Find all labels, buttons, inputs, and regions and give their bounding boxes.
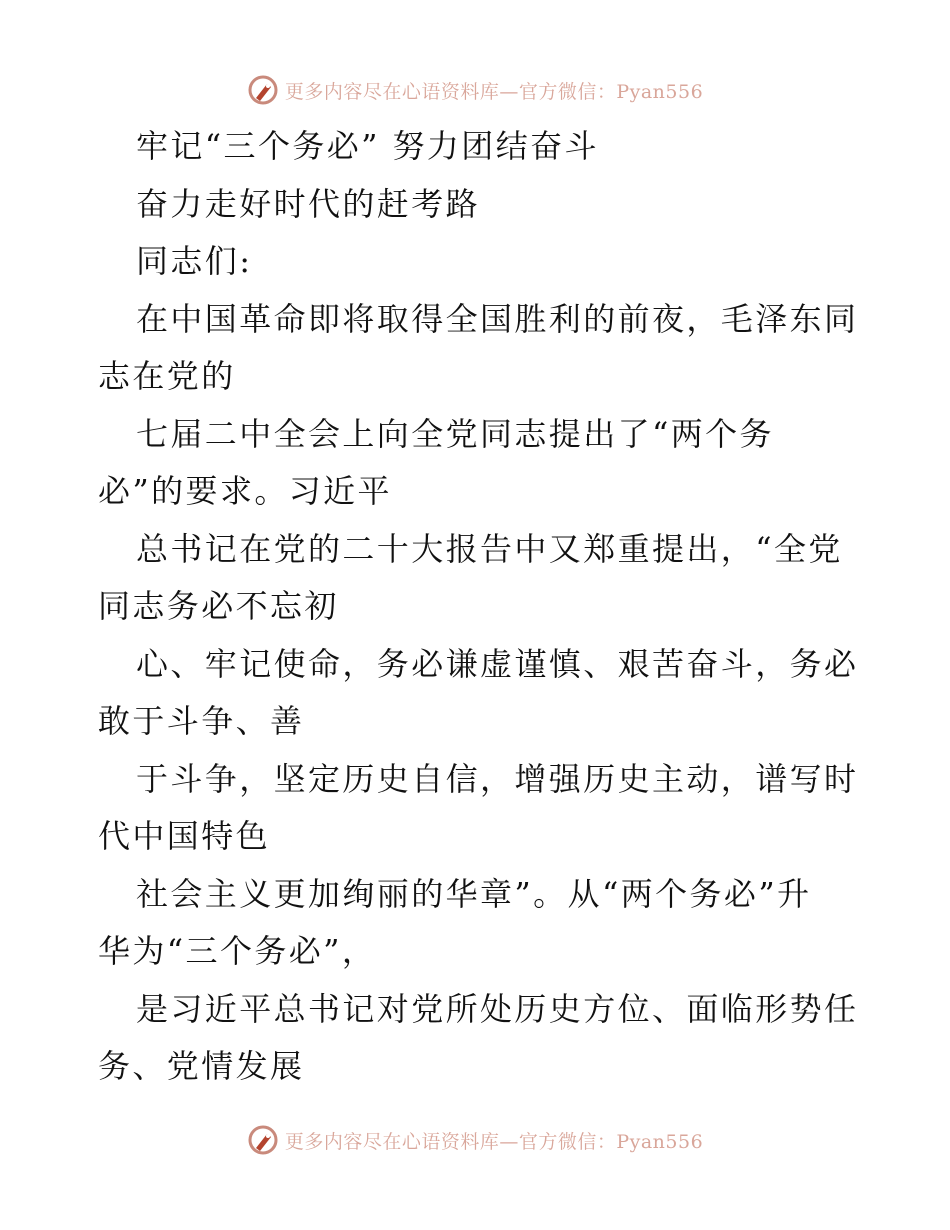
text-line: 在中国革命即将取得全国胜利的前夜，毛泽东同 bbox=[136, 299, 859, 338]
text-line: 七届二中全会上向全党同志提出了“两个务 bbox=[136, 414, 774, 453]
watermark-banner-bottom bbox=[0, 1120, 950, 1160]
watermark-text: 更多内容尽在心语资料库—官方微信：Pyan556 bbox=[284, 80, 704, 103]
text-line: 代中国特色 bbox=[98, 817, 271, 855]
text-line: 奋力走好时代的赶考路 bbox=[136, 184, 481, 223]
text-line: 于斗争，坚定历史自信，增强历史主动，谱写时 bbox=[136, 759, 859, 798]
pen-nib-circle-icon bbox=[247, 1124, 279, 1156]
text-line: 社会主义更加绚丽的华章”。从“两个务必”升 bbox=[136, 874, 812, 913]
text-line: 总书记在党的二十大报告中又郑重提出，“全党 bbox=[136, 529, 843, 568]
text-line: 务、党情发展 bbox=[98, 1047, 305, 1085]
text-line: 同志们: bbox=[136, 242, 253, 280]
text-line: 必”的要求。习近平 bbox=[98, 472, 392, 510]
text-line: 心、牢记使命，务必谦虚谨慎、艰苦奋斗，务必 bbox=[136, 644, 859, 683]
text-line: 是习近平总书记对党所处历史方位、面临形势任 bbox=[136, 989, 859, 1028]
text-line: 敢于斗争、善 bbox=[98, 702, 305, 740]
document-body bbox=[98, 118, 858, 1096]
watermark-text: 更多内容尽在心语资料库—官方微信：Pyan556 bbox=[284, 1130, 704, 1153]
text-line: 牢记“三个务必” 努力团结奋斗 bbox=[136, 127, 599, 165]
pen-nib-circle-icon bbox=[247, 74, 279, 106]
text-line: 同志务必不忘初 bbox=[98, 587, 339, 625]
text-line: 华为“三个务必”， bbox=[98, 932, 377, 970]
text-line: 志在党的 bbox=[98, 357, 236, 395]
watermark-banner-top bbox=[0, 70, 950, 110]
